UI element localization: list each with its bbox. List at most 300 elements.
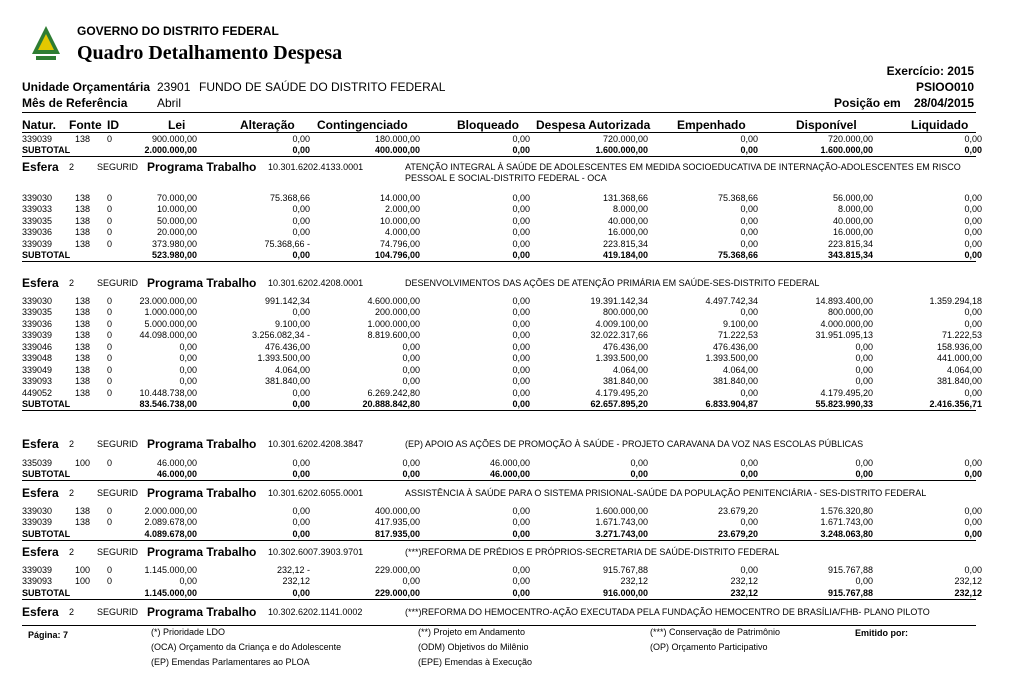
table-cell: 5.000.000,00 <box>144 318 197 329</box>
table-cell: 0,00 <box>179 364 197 375</box>
programa-code: 10.301.6202.4133.0001 <box>268 162 364 172</box>
table-cell: 0,00 <box>740 517 758 528</box>
table-cell: 0 <box>107 341 113 352</box>
table-cell: 0,00 <box>855 341 873 352</box>
table-cell: 46.000,00 <box>156 458 197 468</box>
table-cell: 2.089.678,00 <box>144 517 197 528</box>
col-disponivel: Disponível <box>796 118 857 132</box>
table-cell: 44.098.000,00 <box>139 330 197 341</box>
table-cell: 339049 <box>22 364 53 375</box>
table-row <box>22 193 982 204</box>
table-cell: 1.145.000,00 <box>144 565 197 575</box>
programa-code: 10.302.6202.1141.0002 <box>268 607 363 617</box>
subtotal-row <box>22 528 982 540</box>
table-cell: 232,12 <box>954 576 982 587</box>
table-cell: 75.368,66 <box>717 250 758 261</box>
table-cell: 0,00 <box>512 250 530 261</box>
table-cell: 0,00 <box>512 399 530 410</box>
table-cell: 232,12 <box>954 587 982 598</box>
table-cell: 0,00 <box>740 134 758 144</box>
table-cell: 1.671.743,00 <box>820 517 873 528</box>
note-conservacao: (***) Conservação de Patrimônio <box>650 627 781 637</box>
table-cell: 0 <box>107 458 113 468</box>
programa-label: Programa Trabalho <box>147 160 257 174</box>
programa-code: 10.302.6007.3903.9701 <box>268 547 364 557</box>
table-cell: 339035 <box>22 215 53 226</box>
table-cell: 0 <box>107 307 113 318</box>
table-cell: 0,00 <box>179 376 197 387</box>
table-cell: 16.000,00 <box>832 227 873 238</box>
table-cell: 400.000,00 <box>374 145 420 156</box>
table-cell: 0,00 <box>855 469 873 480</box>
table-cell: 8.000,00 <box>612 204 648 215</box>
table-cell: 0,00 <box>512 238 530 249</box>
table-cell: 0,00 <box>964 565 982 575</box>
unidade-name: FUNDO DE SAÚDE DO DISTRITO FEDERAL <box>199 80 446 94</box>
table-cell: 0,00 <box>292 215 310 226</box>
table-cell: 915.767,88 <box>827 587 873 598</box>
table-cell: 523.980,00 <box>151 250 197 261</box>
table-cell: 3.256.082,34 - <box>251 330 310 341</box>
table-row <box>22 517 982 528</box>
table-row <box>22 341 982 353</box>
esfera-label: Esfera <box>22 437 59 451</box>
table-cell: 232,12 <box>730 576 758 587</box>
table-cell: 0,00 <box>179 353 197 364</box>
table-cell: 138 <box>75 506 91 516</box>
table-cell: 0,00 <box>512 215 530 226</box>
table-cell: 56.000,00 <box>832 193 873 203</box>
table-cell: 0,00 <box>740 238 758 249</box>
table-cell: 0,00 <box>292 145 310 156</box>
table-cell: 138 <box>75 193 91 203</box>
table-cell: 0 <box>107 204 113 215</box>
table-cell: 0,00 <box>740 215 758 226</box>
table-cell: 339033 <box>22 204 53 215</box>
table-row <box>22 307 982 318</box>
subtotal-divider <box>22 410 976 411</box>
table-cell: 381.840,00 <box>264 376 310 387</box>
table-row <box>22 215 982 227</box>
table-cell: 138 <box>75 134 91 144</box>
unidade-code: 23901 <box>157 80 191 94</box>
table-cell: 2.000.000,00 <box>144 145 197 156</box>
subtotal-divider <box>22 599 976 600</box>
segment-code: SEGURID <box>97 439 139 449</box>
table-cell: 3.271.743,00 <box>595 528 648 539</box>
table-cell: 0,00 <box>512 318 530 329</box>
table-cell: 46.000,00 <box>489 469 530 480</box>
table-cell: 0,00 <box>740 307 758 318</box>
table-cell: 138 <box>75 387 91 398</box>
table-cell: 0,00 <box>964 307 982 318</box>
subtotal-label: SUBTOTAL <box>22 399 71 410</box>
table-cell: 0 <box>107 506 113 516</box>
table-cell: 339046 <box>22 341 53 352</box>
table-row <box>22 353 982 364</box>
table-cell: 0,00 <box>292 250 310 261</box>
table-cell: 0,00 <box>740 458 758 468</box>
table-cell: 0,00 <box>512 587 530 598</box>
table-cell: 0,00 <box>740 469 758 480</box>
programa-description: (***)REFORMA DE PRÉDIOS E PRÓPRIOS-SECRETARIA DE SAÚDE-DISTRITO FEDERAL <box>405 547 780 557</box>
table-cell: 0,00 <box>964 506 982 516</box>
table-cell: 223.815,34 <box>827 238 873 249</box>
table-cell: 0 <box>107 576 113 587</box>
table-row <box>22 576 982 587</box>
table-cell: 0 <box>107 318 113 329</box>
subtotal-label: SUBTOTAL <box>22 528 71 539</box>
table-cell: 4.000.000,00 <box>820 318 873 329</box>
table-cell: 339048 <box>22 353 53 364</box>
table-cell: 417.935,00 <box>374 517 420 528</box>
programa-label: Programa Trabalho <box>147 605 257 619</box>
page-number: Página: 7 <box>28 630 69 640</box>
col-despesa-autorizada: Despesa Autorizada <box>536 118 651 132</box>
segment-code: SEGURID <box>97 488 139 498</box>
subtotal-row <box>22 469 982 480</box>
table-cell: 0,00 <box>855 576 873 587</box>
table-cell: 138 <box>75 330 91 341</box>
table-cell: 1.000.000,00 <box>144 307 197 318</box>
table-cell: 40.000,00 <box>607 215 648 226</box>
table-cell: 3.248.063,80 <box>820 528 873 539</box>
table-cell: 62.657.895,20 <box>590 399 648 410</box>
table-cell: 0,00 <box>512 364 530 375</box>
subtotal-row <box>22 399 982 410</box>
table-row <box>22 318 982 330</box>
table-cell: 100 <box>75 458 91 468</box>
table-cell: 2.416.356,71 <box>929 399 982 410</box>
report-code: PSIOO010 <box>915 80 974 94</box>
table-cell: 0,00 <box>512 341 530 352</box>
table-cell: 381.840,00 <box>936 376 982 387</box>
table-cell: 0,00 <box>512 517 530 528</box>
subtotal-label: SUBTOTAL <box>22 145 71 156</box>
col-natur: Natur. <box>22 118 57 132</box>
table-cell: 0,00 <box>292 469 310 480</box>
esfera-label: Esfera <box>22 486 59 500</box>
table-cell: 20.888.842,80 <box>362 399 420 410</box>
table-cell: 40.000,00 <box>832 215 873 226</box>
table-cell: 0,00 <box>402 376 420 387</box>
esfera-label: Esfera <box>22 276 59 290</box>
table-cell: 0,00 <box>964 250 982 261</box>
table-cell: 339035 <box>22 307 53 318</box>
esfera-value: 2 <box>69 547 75 557</box>
segment-code: SEGURID <box>97 162 139 172</box>
table-row <box>22 387 982 399</box>
note-op: (OP) Orçamento Participativo <box>650 642 768 652</box>
table-cell: 23.000.000,00 <box>139 296 197 306</box>
table-cell: 0 <box>107 215 113 226</box>
table-cell: 0,00 <box>292 227 310 238</box>
table-cell: 915.767,88 <box>602 565 648 575</box>
table-cell: 138 <box>75 238 91 249</box>
col-liquidado: Liquidado <box>911 118 969 132</box>
unidade-label: Unidade Orçamentária <box>22 80 151 94</box>
table-cell: 138 <box>75 215 91 226</box>
table-row <box>22 134 982 145</box>
table-cell: 55.823.990,33 <box>815 399 873 410</box>
table-cell: 9.100,00 <box>722 318 758 329</box>
table-cell: 339030 <box>22 193 53 203</box>
table-cell: 0,00 <box>292 506 310 516</box>
table-cell: 0,00 <box>512 296 530 306</box>
table-cell: 223.815,34 <box>602 238 648 249</box>
table-cell: 0,00 <box>740 565 758 575</box>
footer-divider <box>22 625 976 626</box>
table-cell: 75.368,66 - <box>264 238 310 249</box>
table-row <box>22 330 982 341</box>
table-cell: 0,00 <box>630 458 648 468</box>
table-cell: 0,00 <box>964 204 982 215</box>
table-cell: 23.679,20 <box>717 528 758 539</box>
table-cell: 4.089.678,00 <box>144 528 197 539</box>
note-odm: (ODM) Objetivos do Milênio <box>418 642 529 652</box>
table-cell: 400.000,00 <box>374 506 420 516</box>
table-cell: 0,00 <box>964 517 982 528</box>
subtotal-row <box>22 250 982 261</box>
col-fonte: Fonte <box>69 118 102 132</box>
table-cell: 75.368,66 <box>717 193 758 203</box>
table-cell: 339039 <box>22 238 53 249</box>
subtotal-label: SUBTOTAL <box>22 250 71 261</box>
emitido-por: Emitido por: <box>855 628 908 638</box>
table-cell: 0,00 <box>512 576 530 587</box>
table-cell: 0,00 <box>512 353 530 364</box>
table-cell: 4.064,00 <box>946 364 982 375</box>
table-cell: 0,00 <box>964 528 982 539</box>
esfera-value: 2 <box>69 162 75 172</box>
esfera-value: 2 <box>69 439 75 449</box>
table-cell: 0,00 <box>512 145 530 156</box>
table-cell: 32.022.317,66 <box>590 330 648 341</box>
table-cell: 180.000,00 <box>374 134 420 144</box>
table-cell: 1.145.000,00 <box>144 587 197 598</box>
esfera-label: Esfera <box>22 160 59 174</box>
table-cell: 0 <box>107 353 113 364</box>
table-cell: 0,00 <box>402 341 420 352</box>
table-cell: 343.815,34 <box>827 250 873 261</box>
table-cell: 0,00 <box>964 145 982 156</box>
subtotal-label: SUBTOTAL <box>22 469 71 480</box>
table-cell: 381.840,00 <box>602 376 648 387</box>
table-cell: 9.100,00 <box>274 318 310 329</box>
table-cell: 339039 <box>22 517 53 528</box>
table-cell: 138 <box>75 364 91 375</box>
table-cell: 158.936,00 <box>936 341 982 352</box>
table-cell: 74.796,00 <box>379 238 420 249</box>
table-cell: 0,00 <box>964 318 982 329</box>
table-cell: 0,00 <box>964 238 982 249</box>
table-cell: 991.142,34 <box>264 296 310 306</box>
table-cell: 0,00 <box>855 458 873 468</box>
programa-code: 10.301.6202.4208.3847 <box>268 439 364 449</box>
table-cell: 46.000,00 <box>156 469 197 480</box>
table-cell: 1.576.320,80 <box>820 506 873 516</box>
table-cell: 0,00 <box>179 576 197 587</box>
subtotal-divider <box>22 156 976 157</box>
subtotal-divider <box>22 261 976 262</box>
table-cell: 0,00 <box>964 215 982 226</box>
table-cell: 381.840,00 <box>712 376 758 387</box>
table-cell: 138 <box>75 376 91 387</box>
table-cell: 0,00 <box>292 458 310 468</box>
table-cell: 0,00 <box>855 364 873 375</box>
table-cell: 0 <box>107 238 113 249</box>
table-cell: 900.000,00 <box>151 134 197 144</box>
col-empenhado: Empenhado <box>677 118 746 132</box>
col-id: ID <box>107 118 119 132</box>
table-cell: 800.000,00 <box>602 307 648 318</box>
note-epe: (EPE) Emendas à Execução <box>418 657 533 667</box>
table-row <box>22 376 982 387</box>
table-cell: 0,00 <box>292 399 310 410</box>
table-cell: 104.796,00 <box>374 250 420 261</box>
table-row <box>22 458 982 469</box>
programa-label: Programa Trabalho <box>147 276 257 290</box>
table-cell: 14.893.400,00 <box>815 296 873 306</box>
table-cell: 339030 <box>22 296 53 306</box>
table-cell: 138 <box>75 517 91 528</box>
table-cell: 1.600.000,00 <box>595 506 648 516</box>
table-cell: 0,00 <box>855 376 873 387</box>
table-cell: 916.000,00 <box>602 587 648 598</box>
table-cell: 4.064,00 <box>722 364 758 375</box>
table-cell: 0,00 <box>292 387 310 398</box>
table-cell: 0,00 <box>292 517 310 528</box>
table-cell: 915.767,88 <box>827 565 873 575</box>
segment-code: SEGURID <box>97 607 139 617</box>
table-cell: 0 <box>107 296 113 306</box>
table-cell: 0,00 <box>402 458 420 468</box>
table-cell: 339039 <box>22 134 53 144</box>
table-cell: 0,00 <box>292 307 310 318</box>
table-cell: 232,12 - <box>276 565 310 575</box>
table-cell: 339039 <box>22 330 53 341</box>
segment-code: SEGURID <box>97 278 139 288</box>
table-cell: 339093 <box>22 576 53 587</box>
posicao-value: 28/04/2015 <box>913 96 974 110</box>
table-cell: 1.393.500,00 <box>257 353 310 364</box>
columns-divider <box>22 132 976 133</box>
table-cell: 476.436,00 <box>602 341 648 352</box>
table-row <box>22 506 982 517</box>
table-cell: 70.000,00 <box>156 193 197 203</box>
table-cell: 232,12 <box>620 576 648 587</box>
table-cell: 138 <box>75 353 91 364</box>
programa-description: DESENVOLVIMENTOS DAS AÇÕES DE ATENÇÃO PRIMÁRIA EM SAÚDE-SES-DISTRITO FEDERAL <box>405 278 820 288</box>
table-cell: 200.000,00 <box>374 307 420 318</box>
table-cell: 19.391.142,34 <box>590 296 648 306</box>
table-cell: 720.000,00 <box>602 134 648 144</box>
table-cell: 817.935,00 <box>374 528 420 539</box>
table-cell: 0,00 <box>292 204 310 215</box>
table-cell: 4.179.495,20 <box>820 387 873 398</box>
table-cell: 0 <box>107 517 113 528</box>
table-cell: 0 <box>107 565 113 575</box>
table-cell: 2.000,00 <box>384 204 420 215</box>
exercicio: Exercício: 2015 <box>886 64 974 78</box>
table-cell: 0,00 <box>512 227 530 238</box>
table-cell: 0,00 <box>964 134 982 144</box>
table-row <box>22 227 982 238</box>
table-cell: 0,00 <box>964 227 982 238</box>
note-ep: (EP) Emendas Parlamentares ao PLOA <box>151 657 310 667</box>
table-cell: 10.000,00 <box>156 204 197 215</box>
table-cell: 339093 <box>22 376 53 387</box>
segment-code: SEGURID <box>97 547 139 557</box>
table-cell: 4.179.495,20 <box>595 387 648 398</box>
table-cell: 16.000,00 <box>607 227 648 238</box>
table-cell: 419.184,00 <box>602 250 648 261</box>
table-cell: 0,00 <box>402 353 420 364</box>
table-cell: 6.269.242,80 <box>367 387 420 398</box>
programa-description: ATENÇÃO INTEGRAL À SAÚDE DE ADOLESCENTES EM MEDIDA SOCIOEDUCATIVA DE INTERNAÇÃO-ADOLESCENTES EM RISCO PESSOAL E SOCIAL-DISTRITO FEDERAL - OCA <box>405 162 961 183</box>
col-alteracao: Alteração <box>240 118 295 132</box>
table-cell: 0,00 <box>179 341 197 352</box>
table-cell: 23.679,20 <box>717 506 758 516</box>
posicao-label: Posição em <box>834 96 901 110</box>
programa-code: 10.301.6202.6055.0001 <box>268 488 364 498</box>
table-cell: 83.546.738,00 <box>139 399 197 410</box>
table-cell: 229.000,00 <box>374 587 420 598</box>
table-cell: 0,00 <box>512 506 530 516</box>
table-cell: 373.980,00 <box>151 238 197 249</box>
note-prioridade-ldo: (*) Prioridade LDO <box>151 627 226 637</box>
table-cell: 46.000,00 <box>489 458 530 468</box>
table-cell: 50.000,00 <box>156 215 197 226</box>
government-name: GOVERNO DO DISTRITO FEDERAL <box>77 24 279 38</box>
table-cell: 0,00 <box>402 469 420 480</box>
header-divider <box>22 112 976 113</box>
table-cell: 0,00 <box>740 387 758 398</box>
table-cell: 476.436,00 <box>712 341 758 352</box>
table-cell: 1.600.000,00 <box>820 145 873 156</box>
table-cell: 476.436,00 <box>264 341 310 352</box>
table-cell: 229.000,00 <box>374 565 420 575</box>
table-cell: 138 <box>75 341 91 352</box>
table-cell: 4.064,00 <box>612 364 648 375</box>
table-cell: 339036 <box>22 227 53 238</box>
table-cell: 720.000,00 <box>827 134 873 144</box>
table-row <box>22 204 982 215</box>
table-cell: 0,00 <box>402 576 420 587</box>
table-cell: 0,00 <box>512 204 530 215</box>
table-cell: 4.009.100,00 <box>595 318 648 329</box>
programa-description: ASSISTÊNCIA À SAÚDE PARA O SISTEMA PRISIONAL-SAÚDE DA POPULAÇÃO PENITENCIÁRIA - SES-DISTRITO FEDERAL <box>405 488 927 498</box>
programa-label: Programa Trabalho <box>147 545 257 559</box>
table-cell: 232,12 <box>282 576 310 587</box>
esfera-value: 2 <box>69 278 75 288</box>
note-oca: (OCA) Orçamento da Criança e do Adolescente <box>151 642 342 652</box>
table-cell: 0 <box>107 330 113 341</box>
table-cell: 0 <box>107 193 113 203</box>
table-cell: 31.951.095,13 <box>815 330 873 341</box>
table-cell: 100 <box>75 565 91 575</box>
table-cell: 1.600.000,00 <box>595 145 648 156</box>
programa-description: (EP) APOIO AS AÇÕES DE PROMOÇÃO À SAÚDE - PROJETO CARAVANA DA VOZ NAS ESCOLAS PÚBLICAS <box>405 439 864 449</box>
table-cell: 10.448.738,00 <box>139 387 197 398</box>
table-cell: 20.000,00 <box>156 227 197 238</box>
table-cell: 4.064,00 <box>274 364 310 375</box>
esfera-value: 2 <box>69 607 75 617</box>
esfera-label: Esfera <box>22 605 59 619</box>
table-cell: 138 <box>75 204 91 215</box>
table-cell: 0,00 <box>512 134 530 144</box>
table-cell: 4.497.742,34 <box>705 296 758 306</box>
